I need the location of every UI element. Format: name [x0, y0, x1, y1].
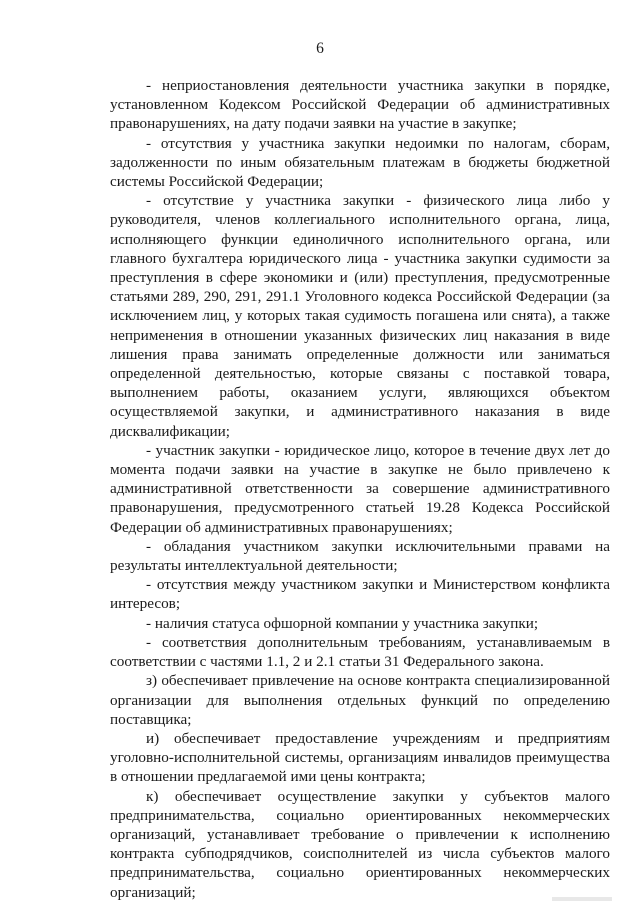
- paragraph-item-k: к) обеспечивает осуществление закупки у субъектов малого предпринимательства, социально ориентированных некоммерческих организаций, устанавливает требование о привлечении к исполнению контракта субподрядчиков, соисполнителей из числа субъектов малого предпринимательства, социально ориентированных некоммерческих организаций;: [110, 787, 610, 901]
- paragraph-exclusive-rights: - обладания участником закупки исключительными правами на результаты интеллектуальной деятельности;: [110, 537, 610, 575]
- scan-artifact: [552, 897, 612, 901]
- document-body: [110, 76, 610, 902]
- paragraph-no-administrative-liability: - участник закупки - юридическое лицо, которое в течение двух лет до момента подачи заявки на участие в закупке не было привлечено к административной ответственности за совершение административного правонарушения, предусмотренного статьей 19.28 Кодекса Российской Федерации об административных правонарушениях;: [110, 441, 610, 536]
- paragraph-non-suspension: - неприостановления деятельности участника закупки в порядке, установленном Кодексом Российской Федерации об административных правонарушениях, на дату подачи заявки на участие в закупке;: [110, 77, 610, 133]
- paragraph-item-i: и) обеспечивает предоставление учреждениям и предприятиям уголовно-исполнительной системы, организациям инвалидов преимущества в отношении предлагаемой ими цены контракта;: [110, 729, 610, 786]
- paragraph-item-z: з) обеспечивает привлечение на основе контракта специализированной организации для выполнения отдельных функций по определению поставщика;: [110, 672, 610, 728]
- paragraph-offshore-status: - наличия статуса офшорной компании у участника закупки;: [146, 614, 539, 632]
- paragraph-no-tax-arrears: - отсутствия у участника закупки недоимки по налогам, сборам, задолженности по иным обязательным платежам в бюджеты бюджетной системы Российской Федерации;: [110, 134, 610, 191]
- paragraph-additional-requirements: - соответствия дополнительным требованиям, устанавливаемым в соответствии с частями 1.1, 2 и 2.1 статьи 31 Федерального закона.: [110, 633, 610, 671]
- paragraph-no-criminal-record: - отсутствие у участника закупки - физического лица либо у руководителя, членов коллегиального исполнительного органа, лица, исполняющего функции единоличного исполнительного органа, или главного бухгалтера юридического лица - участника закупки судимости за преступления в сфере экономики и (или) преступления, предусмотренные статьями 289, 290, 291, 291.1 Уголовного кодекса Российской Федерации (за исключением лиц, у которых такая судимость погашена или снята), а также неприменения в отношении указанных физических лиц наказания в виде лишения права занимать определенные должности или заниматься определенной деятельностью, которые связаны с поставкой товара, выполнением работы, оказанием услуги, являющихся объектом осуществляемой закупки, и административного наказания в виде дисквалификации;: [110, 192, 610, 440]
- paragraph-no-conflict-of-interest: - отсутствия между участником закупки и Министерством конфликта интересов;: [110, 576, 610, 613]
- page-number: 6: [316, 40, 324, 57]
